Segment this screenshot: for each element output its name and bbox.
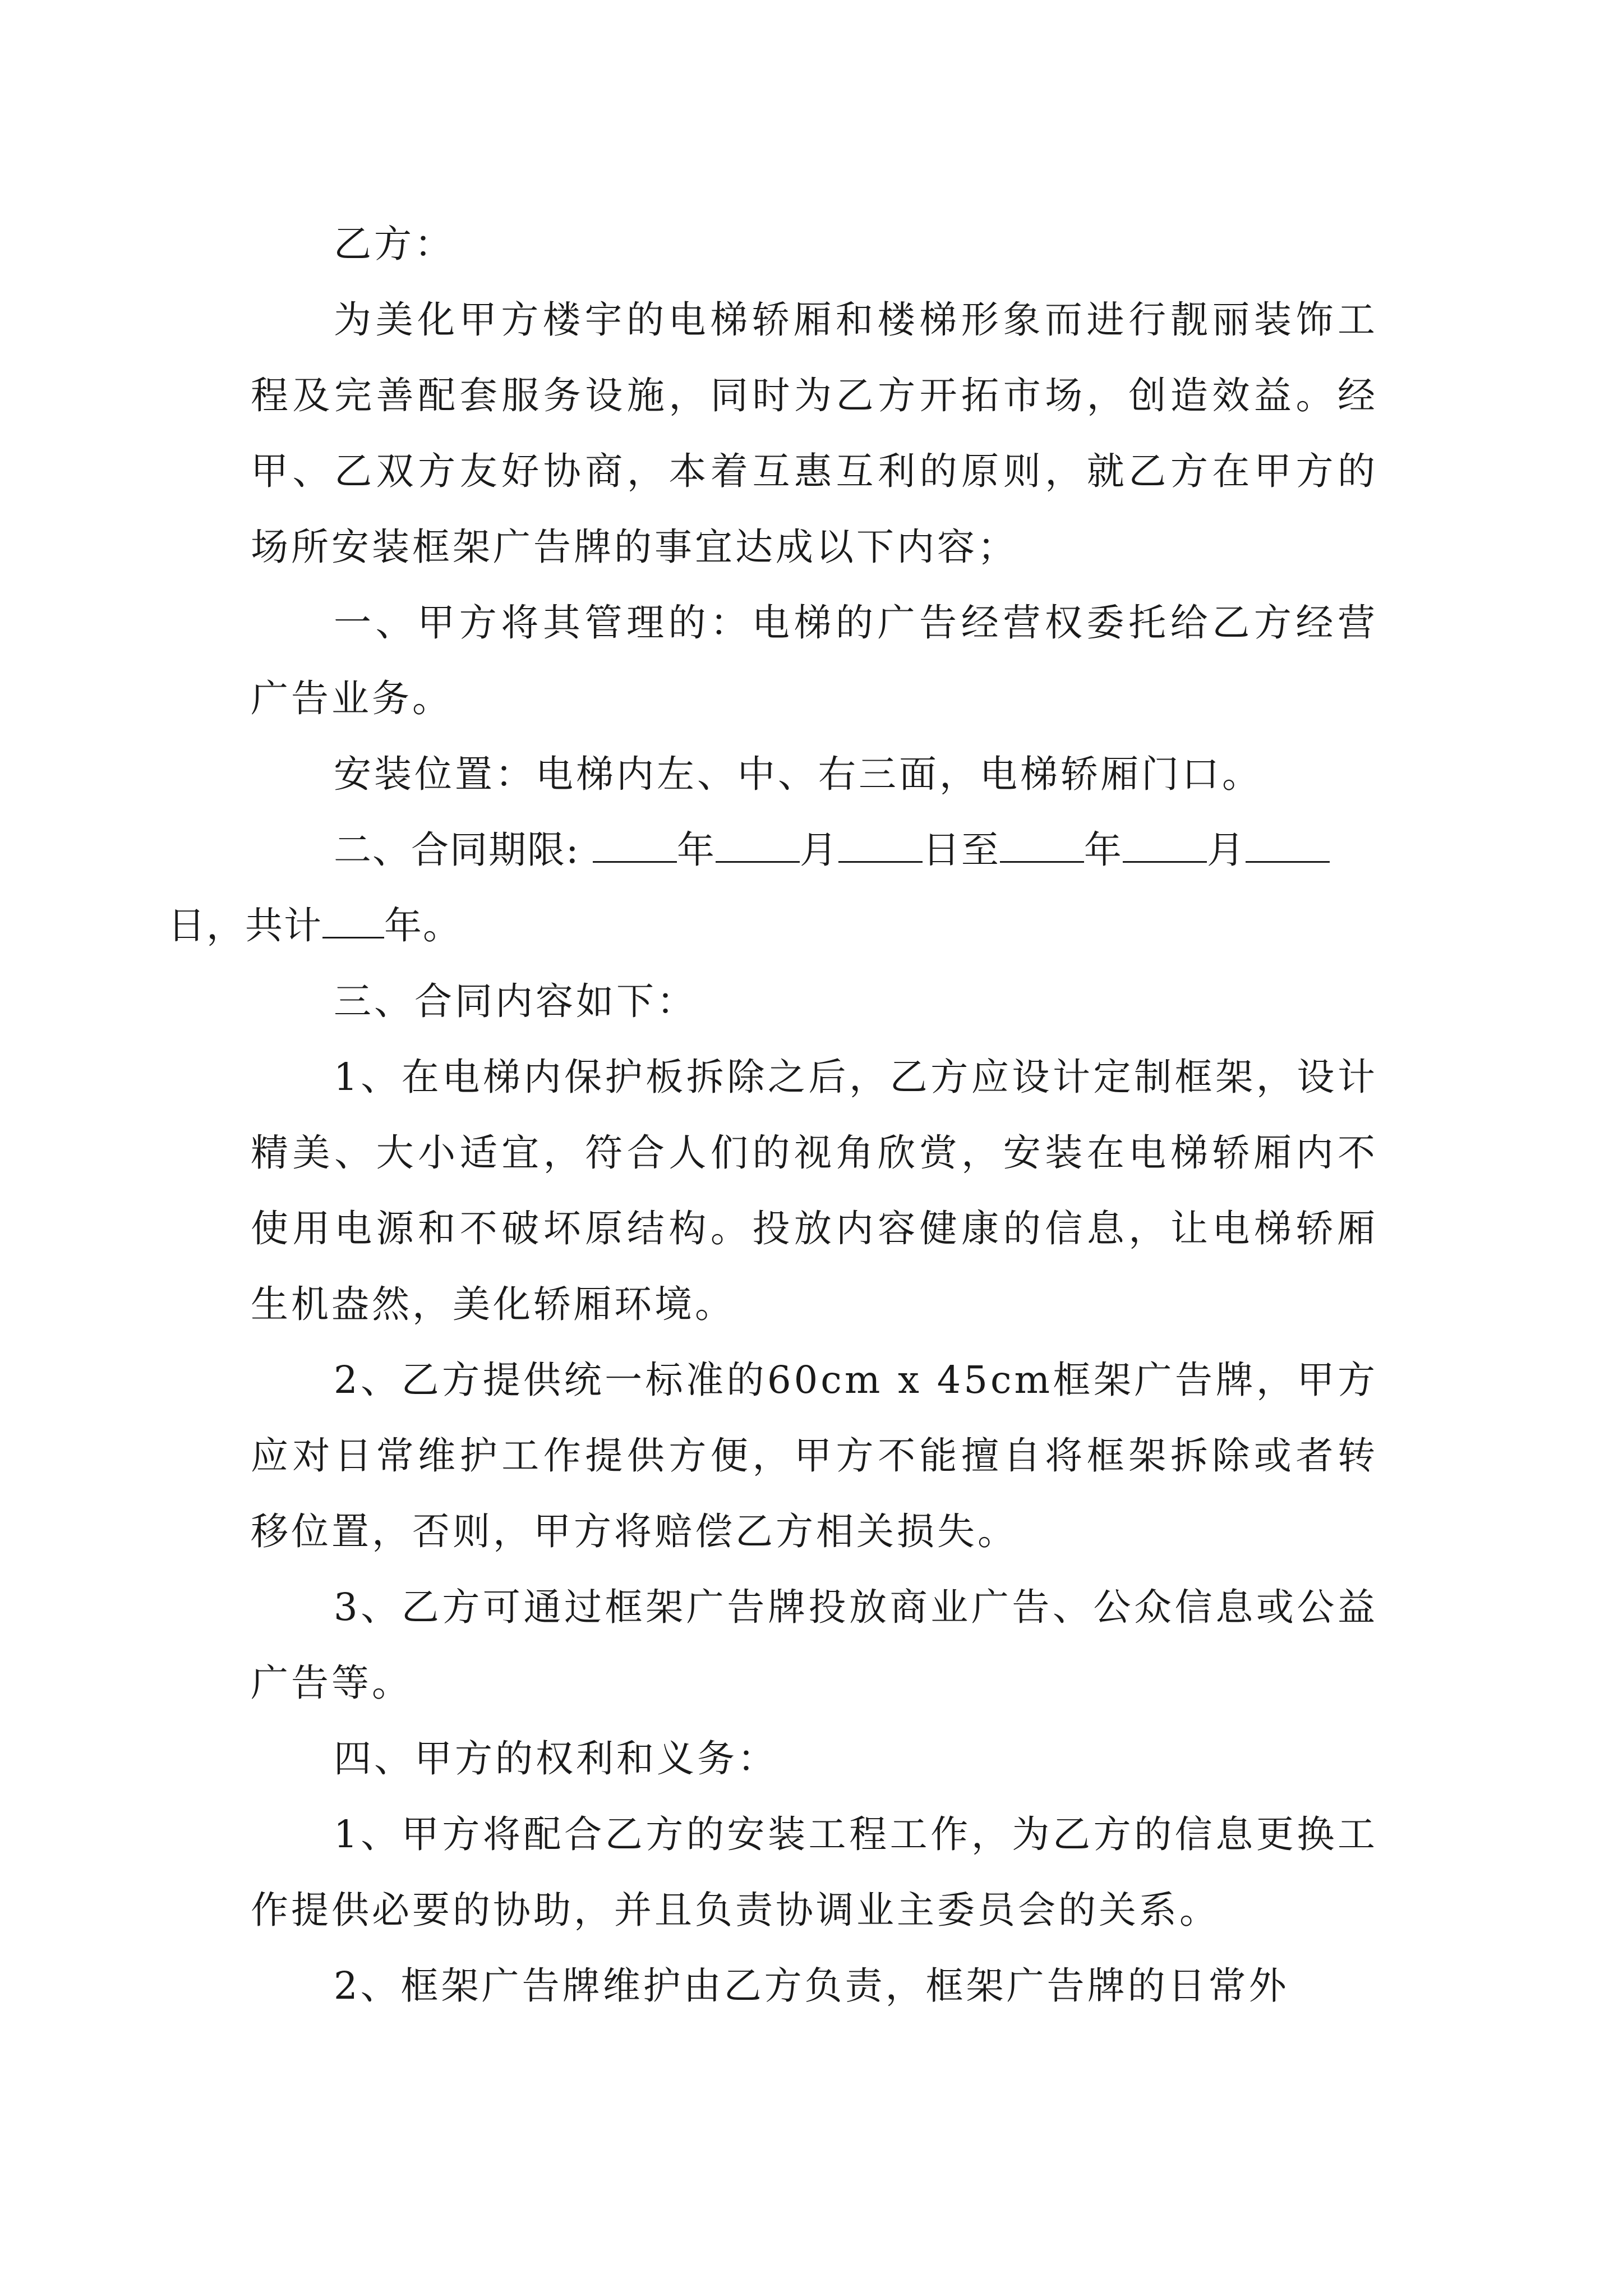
clause-3-item-2: 2、乙方提供统一标准的60cm x 45cm框架广告牌，甲方应对日常维护工作提供方便，甲方不能擅自将框架拆除或者转移位置，否则，甲方将赔偿乙方相关损失。 [251, 1358, 1378, 1553]
term-total-text: 年。 [384, 904, 462, 947]
install-location-paragraph: 安装位置：电梯内左、中、右三面，电梯轿厢门口。 [334, 752, 1262, 796]
total-years-blank [322, 903, 384, 938]
clause-1-paragraph: 一、甲方将其管理的：电梯的广告经营权委托给乙方经营广告业务。 [251, 601, 1378, 720]
clause-4-heading: 四、甲方的权利和义务： [334, 1737, 778, 1780]
clause-4-item-1: 1、甲方将配合乙方的安装工程工作，为乙方的信息更换工作提供必要的协助，并且负责协调业主委员会的关系。 [251, 1812, 1378, 1932]
intro-paragraph: 为美化甲方楼宇的电梯轿厢和楼梯形象而进行靓丽装饰工程及完善配套服务设施，同时为乙方开拓市场，创造效益。经甲、乙双方友好协商，本着互惠互利的原则，就乙方在甲方的场所安装框架广告牌的事宜达成以下内容； [251, 298, 1378, 569]
end-day-blank [1246, 827, 1330, 863]
clause-3-heading: 三、合同内容如下： [334, 979, 697, 1023]
term-month2-text: 月 [1206, 828, 1246, 872]
contract-term-paragraph [168, 812, 1378, 964]
term-day-to-text: 日至 [922, 828, 1000, 872]
party-b-heading: 乙方： [334, 222, 455, 266]
end-year-blank [1000, 827, 1084, 863]
term-year2-text: 年 [1083, 828, 1123, 872]
term-month-text: 月 [799, 828, 838, 872]
end-month-blank [1123, 827, 1207, 863]
start-year-blank [593, 827, 677, 863]
document-body [168, 206, 1378, 2024]
term-label: 二、合同期限: [334, 828, 580, 872]
start-month-blank [716, 827, 800, 863]
clause-3-item-3: 3、乙方可通过框架广告牌投放商业广告、公众信息或公益广告等。 [251, 1585, 1378, 1705]
start-day-blank [838, 827, 923, 863]
term-year-text: 年 [676, 828, 716, 872]
clause-4-item-2: 2、框架广告牌维护由乙方负责，框架广告牌的日常外 [334, 1964, 1289, 2008]
clause-3-item-1: 1、在电梯内保护板拆除之后，乙方应设计定制框架，设计精美、大小适宜，符合人们的视角欣赏，安装在电梯轿厢内不使用电源和不破坏原结构。投放内容健康的信息，让电梯轿厢生机盎然，美化轿厢环境。 [251, 1055, 1378, 1326]
term-day-text: 日，共计 [168, 904, 322, 947]
